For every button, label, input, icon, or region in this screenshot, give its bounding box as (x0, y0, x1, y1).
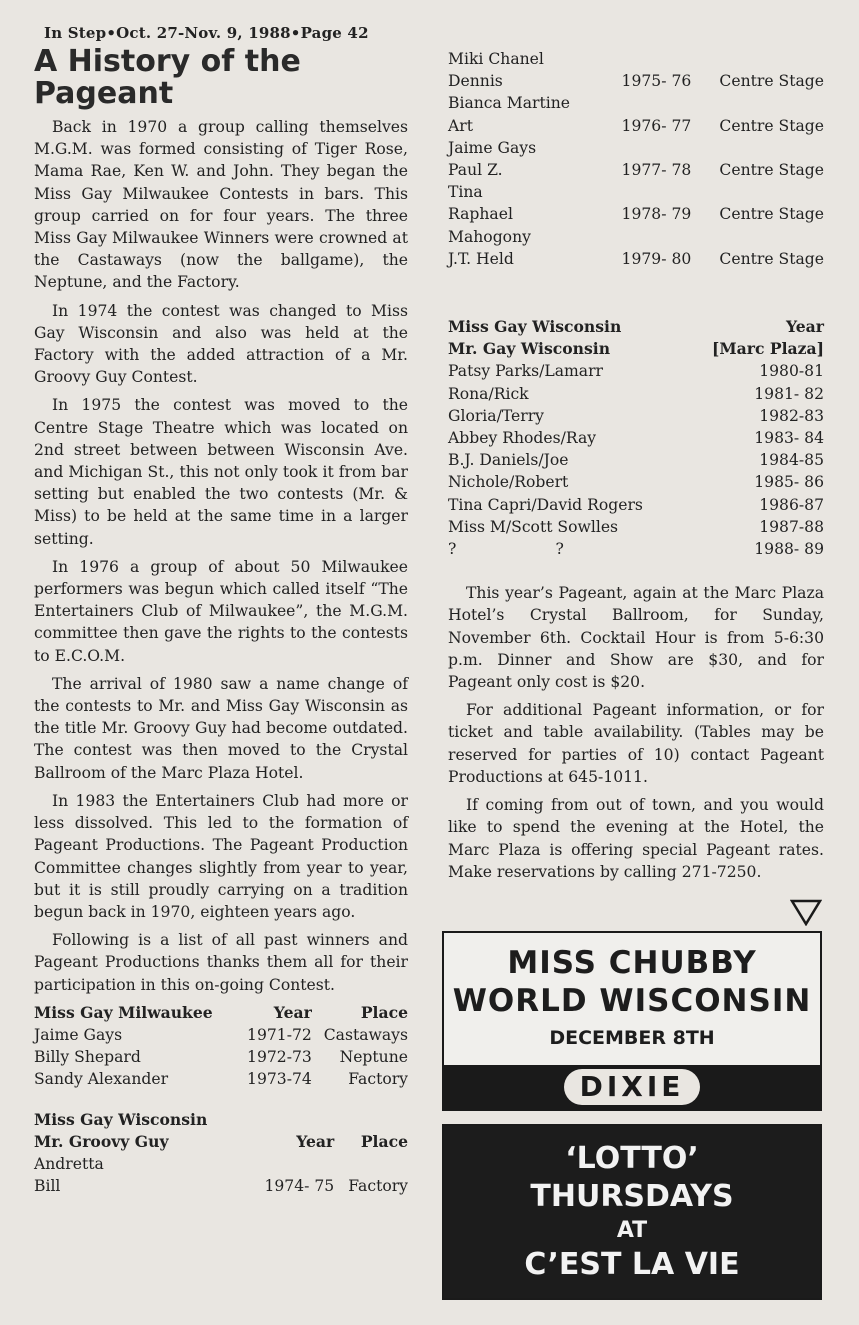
article-headline: A History of the Pageant (34, 44, 301, 111)
paragraph-1974: In 1974 the contest was changed to Miss Gay Wisconsin and also was held at the Factory with the added attraction of a Mr. Groovy Guy Contest. (34, 301, 408, 387)
table-row (448, 516, 824, 538)
table-row (34, 1068, 408, 1090)
winner-year: 1977- 78 (621, 161, 692, 180)
winner-names: Tina Capri/David Rogers (448, 495, 643, 514)
table-row (448, 248, 824, 270)
table-row (448, 471, 824, 493)
dixie-logo: DIXIE (564, 1069, 701, 1105)
winner-year: 1974- 75 (264, 1177, 335, 1196)
header-title-line2: Mr. Groovy Guy (34, 1131, 169, 1151)
winner-names: Rona/Rick (448, 384, 529, 403)
ad-chubby-title: MISS CHUBBY (507, 945, 757, 981)
ad-chubby-date: DECEMBER 8TH (549, 1027, 715, 1049)
right-column (448, 48, 824, 889)
table-header-row (448, 338, 824, 360)
dixie-band (444, 1065, 820, 1109)
table-row (448, 383, 824, 405)
spacer (448, 560, 824, 582)
header-venue: [Marc Plaza] (712, 339, 824, 359)
ad-miss-chubby (442, 931, 822, 1111)
table-row (34, 1024, 408, 1046)
table-miss-gay-milwaukee (34, 1002, 408, 1091)
winner-place: Centre Stage (719, 72, 824, 91)
spacer (34, 1091, 408, 1109)
table-wisconsin-groovy-right (448, 48, 824, 270)
paragraph-hotel-rates: If coming from out of town, and you would like to spend the evening at the Hotel, the Marc Plaza is offering special Pageant rates. Make reservations by calling 271-7250. (448, 796, 824, 881)
winner-name: Jaime Gays (448, 138, 537, 157)
winner-name: Billy Shepard (34, 1048, 141, 1067)
header-year: Year (785, 317, 824, 337)
table-wisconsin-groovy-left (34, 1109, 408, 1198)
table-row (448, 137, 824, 159)
winner-name: Andretta (34, 1154, 104, 1173)
winner-name: J.T. Held (448, 249, 514, 268)
table-row (448, 159, 824, 181)
winner-place: Castaways (323, 1025, 408, 1044)
winner-name: Art (448, 116, 473, 135)
winner-names: B.J. Daniels/Joe (448, 451, 569, 470)
winner-year: 1972-73 (247, 1048, 312, 1067)
winner-place: Centre Stage (719, 116, 824, 135)
ad-lotto (442, 1124, 822, 1300)
winner-name: Bianca Martine (448, 94, 571, 113)
winner-names: Miss M/Scott Sowlles (448, 517, 619, 536)
table-header-row (448, 316, 824, 338)
winner-place: Factory (348, 1177, 408, 1196)
winner-names: Gloria/Terry (448, 406, 544, 425)
winner-place: Centre Stage (719, 249, 824, 268)
header-place: Place (360, 1131, 408, 1151)
table-row (34, 1175, 408, 1197)
table-row (34, 1046, 408, 1068)
winner-year: 1973-74 (247, 1070, 312, 1089)
winner-name: Dennis (448, 72, 503, 91)
table-row (448, 494, 824, 516)
triangle-down-icon (790, 898, 822, 926)
spacer (448, 270, 824, 316)
ad-lotto-day: THURSDAYS (530, 1179, 734, 1214)
paragraph-1980: The arrival of 1980 saw a name change of the contests to Mr. and Miss Gay Wisconsin as the title Mr. Groovy Guy had become outdated. The contest was then moved to the Crystal Ballroom of the Marc Plaza Hotel. (34, 674, 408, 782)
paragraph-1976: In 1976 a group of about 50 Milwaukee performers was begun which called itself “The Entertainers Club of Milwaukee”, the M.G.M. committee then gave the rights to the contests to E.C.O.M. (34, 557, 408, 665)
winner-year: 1987-88 (759, 517, 824, 536)
table-header-row (34, 1109, 408, 1131)
winner-year: 1985- 86 (754, 473, 824, 492)
winner-names: ? ? (448, 540, 564, 559)
winner-year: 1975- 76 (621, 72, 692, 91)
winner-name: Tina (448, 183, 483, 202)
winner-year: 1978- 79 (621, 205, 692, 224)
header-title-line2: Mr. Gay Wisconsin (448, 339, 611, 359)
winner-place: Centre Stage (719, 161, 824, 180)
winner-year: 1984-85 (759, 451, 824, 470)
winner-name: Jaime Gays (34, 1025, 123, 1044)
winner-names: Patsy Parks/Lamarr (448, 362, 604, 381)
ad-lotto-title: ‘LOTTO’ (565, 1141, 699, 1176)
winner-year: 1980-81 (759, 362, 824, 381)
table-header-row (34, 1002, 408, 1024)
winner-names: Abbey Rhodes/Ray (448, 429, 597, 448)
ad-chubby-subtitle: WORLD WISCONSIN (452, 983, 812, 1019)
table-wisconsin-mr (448, 316, 824, 560)
winner-name: Bill (34, 1177, 61, 1196)
winner-name: Sandy Alexander (34, 1070, 169, 1089)
table-row (448, 405, 824, 427)
winner-year: 1983- 84 (754, 429, 824, 448)
winner-year: 1988- 89 (754, 540, 824, 559)
header-year: Year (273, 1002, 312, 1022)
winner-names: Nichole/Robert (448, 473, 569, 492)
table-row (34, 1153, 408, 1175)
table-header-row (34, 1131, 408, 1153)
left-column (34, 24, 408, 1197)
table-row (448, 538, 824, 560)
winner-name: Paul Z. (448, 161, 503, 180)
winner-place: Centre Stage (719, 205, 824, 224)
paragraph-this-year: This year’s Pageant, again at the Marc Plaza Hotel’s Crystal Ballroom, for Sunday, November 6th. Cocktail Hour is from 5-6:30 p.m. Dinner and Show are $30, and for Pageant only cost is $20. (448, 584, 824, 692)
winner-year: 1971-72 (247, 1025, 312, 1044)
ad-lotto-venue: C’EST LA VIE (524, 1247, 740, 1282)
winner-name: Miki Chanel (448, 50, 544, 68)
table-row (448, 427, 824, 449)
table-row (448, 92, 824, 114)
table-row (448, 203, 824, 225)
header-title: Miss Gay Milwaukee (34, 1002, 213, 1022)
header-place: Place (360, 1002, 408, 1022)
header-title-line1: Miss Gay Wisconsin (34, 1109, 208, 1129)
winner-year: 1981- 82 (754, 384, 824, 403)
table-row (448, 360, 824, 382)
paragraph-ticket-info: For additional Pageant information, or for ticket and table availability. (Tables may be reserved for parties of 10) contact Pageant Productions at 645-1011. (448, 701, 824, 786)
paragraph-1975: In 1975 the contest was moved to the Centre Stage Theatre which was located on 2nd street between between Wisconsin Ave. and Michigan St., this not only took it from bar setting but enabled the two contests (Mr. & Miss) to be held at the same time in a larger setting. (34, 396, 408, 548)
table-row (448, 48, 824, 70)
table-row (448, 449, 824, 471)
winner-place: Neptune (339, 1048, 408, 1067)
ad-lotto-at: AT (616, 1218, 648, 1243)
header-title-line1: Miss Gay Wisconsin (448, 317, 622, 337)
winner-name: Raphael (448, 205, 513, 224)
winner-name: Mahogony (448, 227, 531, 246)
winner-year: 1976- 77 (621, 116, 692, 135)
header-year: Year (296, 1131, 335, 1151)
winner-year: 1982-83 (759, 406, 824, 425)
winner-place: Factory (348, 1070, 408, 1089)
table-row (448, 181, 824, 203)
table-row (448, 226, 824, 248)
paragraph-1983: In 1983 the Entertainers Club had more or less dissolved. This led to the formation of Pageant Productions. The Pageant Production Committee changes slightly from year to year, but it is still proudly carrying on a tradition begun back in 1970, eighteen years ago. (34, 791, 408, 921)
page-header: In Step•Oct. 27-Nov. 9, 1988•Page 42 (44, 24, 369, 42)
winner-year: 1986-87 (759, 495, 824, 514)
paragraph-winners-intro: Following is a list of all past winners and Pageant Productions thanks them all for their participation in this on-going Contest. (34, 931, 408, 994)
winner-year: 1979- 80 (621, 249, 692, 268)
table-row (448, 115, 824, 137)
table-row (448, 70, 824, 92)
paragraph-1970: Back in 1970 a group calling themselves M.G.M. was formed consisting of Tiger Rose, Mama Rae, Ken W. and John. They began the Miss Gay Milwaukee Contests in bars. This group carried on for four years. The three Miss Gay Milwaukee Winners were crowned at the Castaways (now the ballgame), the Neptune, and the Factory. (34, 118, 408, 292)
